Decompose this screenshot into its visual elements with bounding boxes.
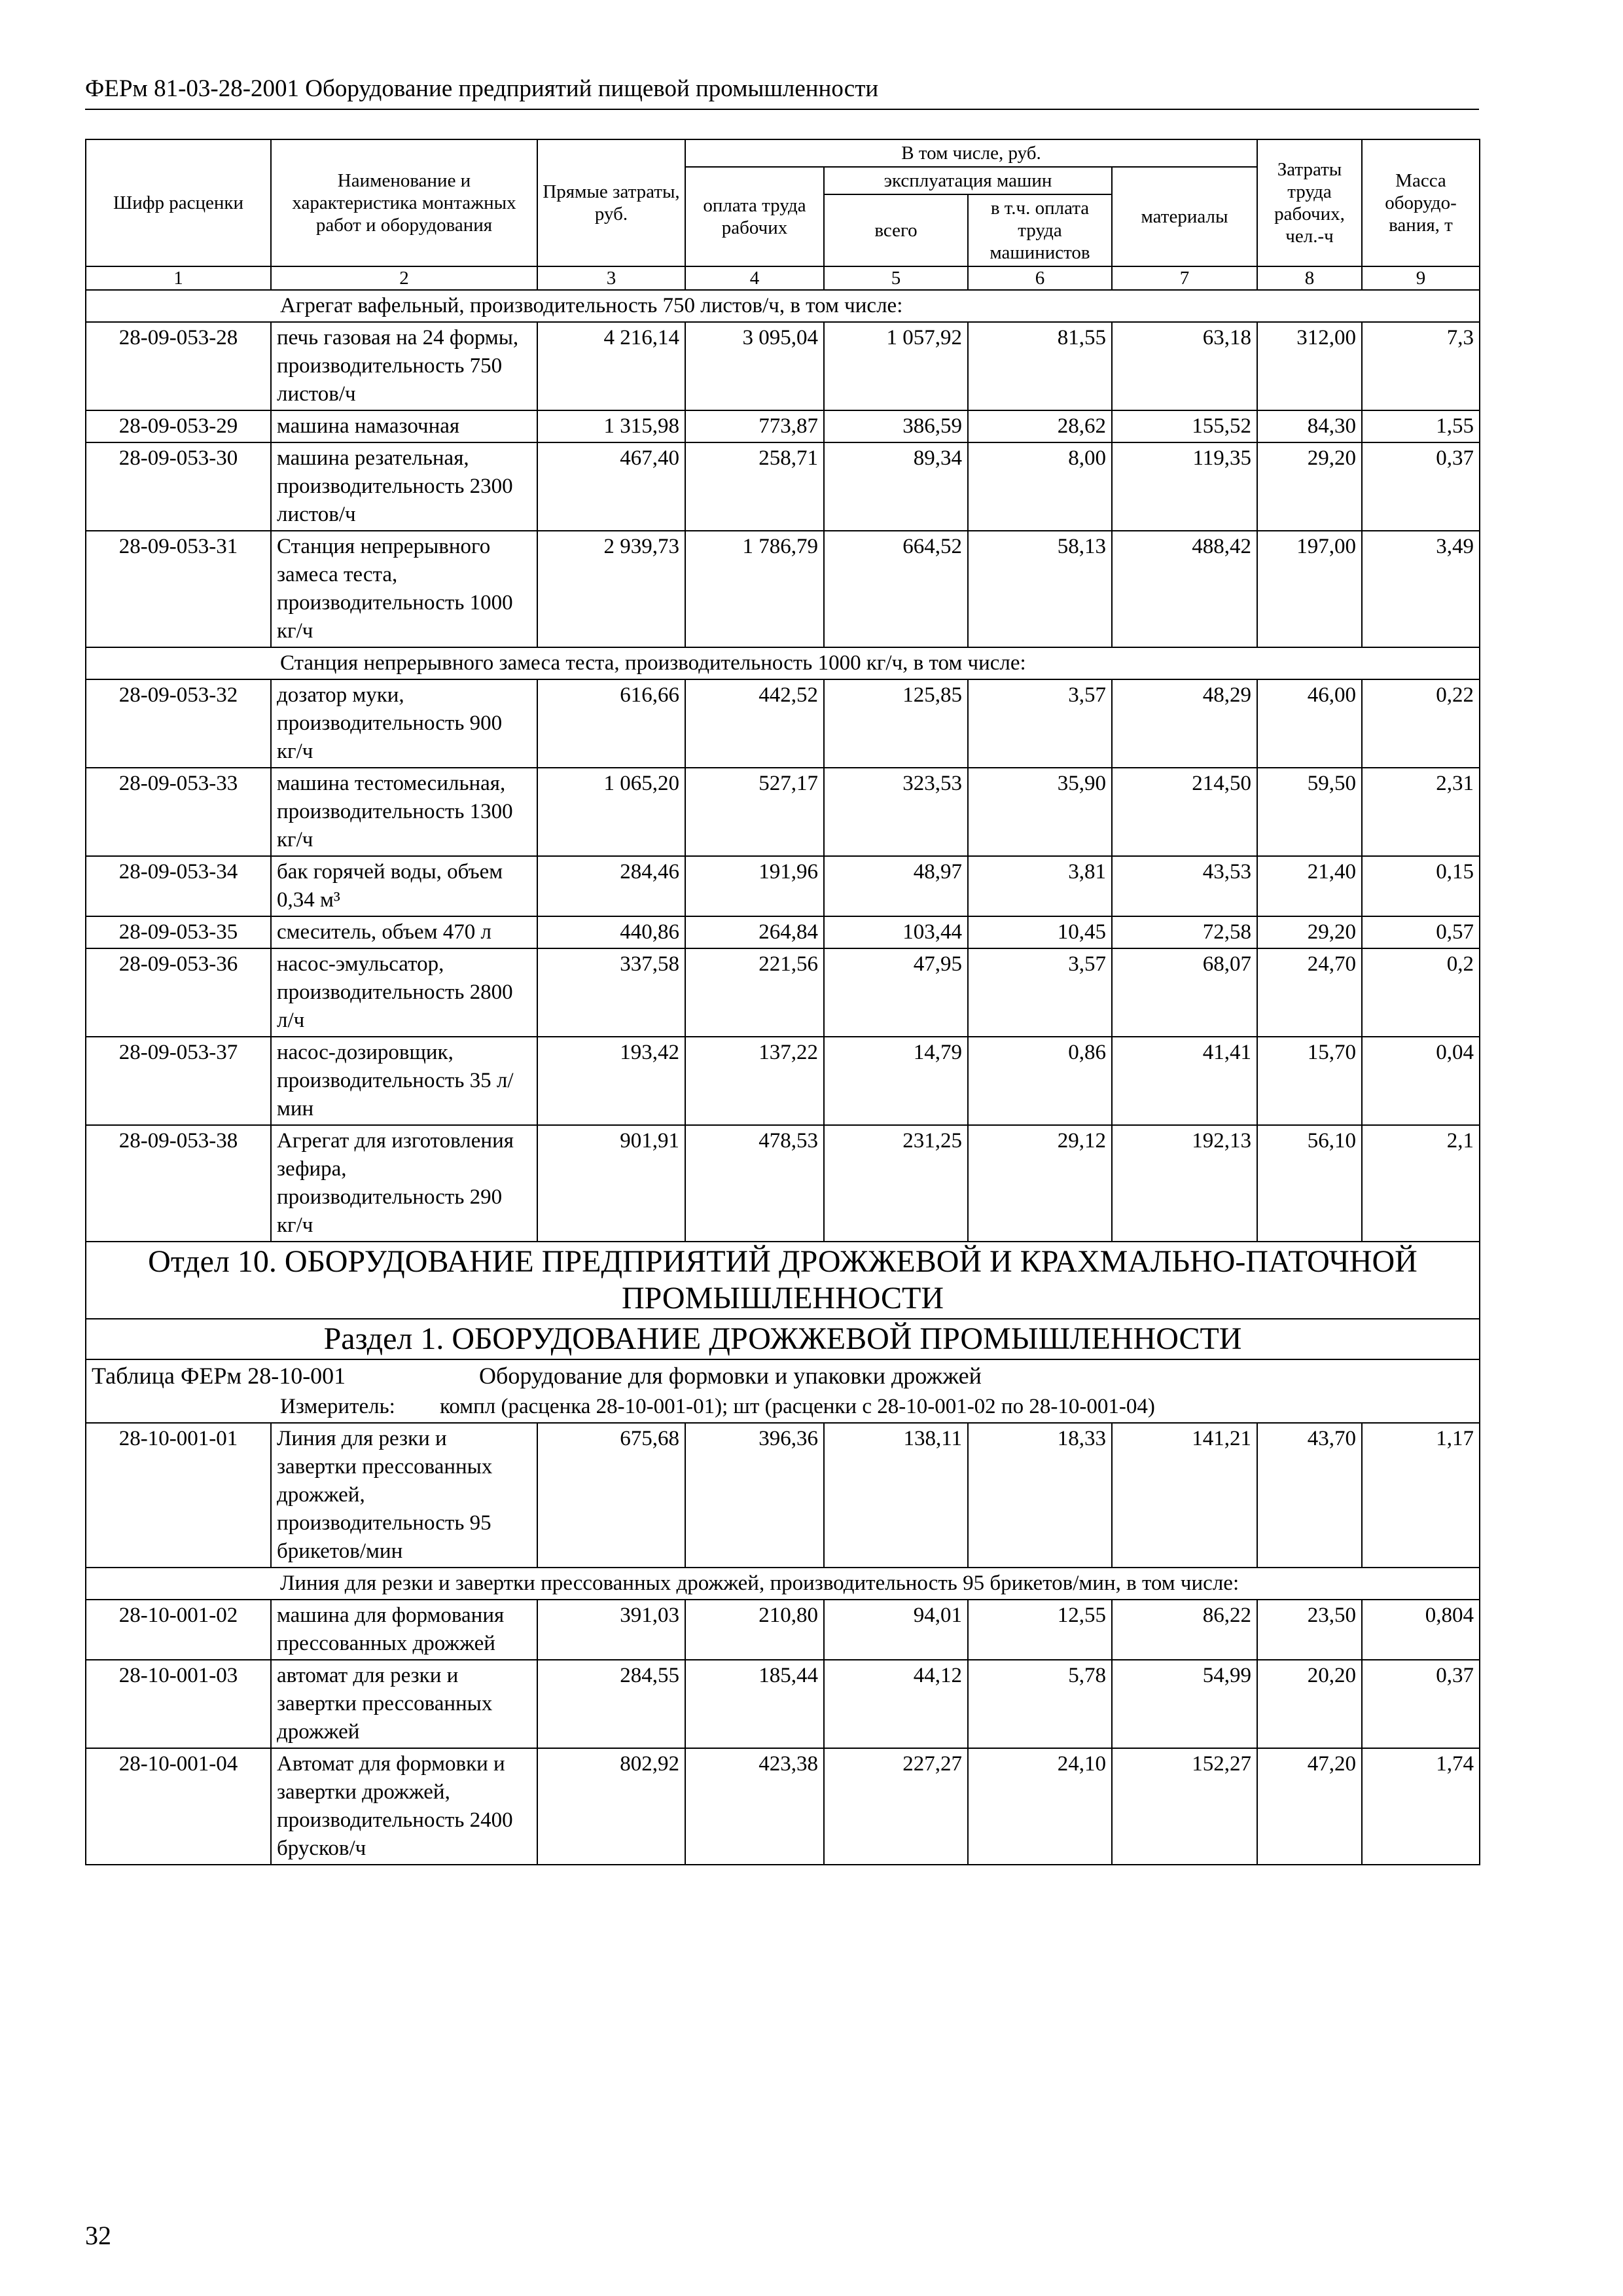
direct-cost-cell: 802,92 — [537, 1748, 685, 1865]
col-number: 8 — [1257, 266, 1362, 290]
machinist-wages-cell: 3,57 — [968, 679, 1112, 768]
work-name-cell: машина для формования прессованных дрожжей — [271, 1600, 537, 1660]
machinist-wages-cell: 29,12 — [968, 1125, 1112, 1242]
rate-code-cell: 28-09-053-34 — [86, 856, 271, 916]
machines-total-cell: 138,11 — [824, 1423, 968, 1568]
work-name-cell: насос-эмульсатор, производительность 2800 л/ч — [271, 948, 537, 1037]
machines-total-cell: 14,79 — [824, 1037, 968, 1125]
section-title: Раздел 1. ОБОРУДОВАНИЕ ДРОЖЖЕВОЙ ПРОМЫШЛЕННОСТИ — [86, 1319, 1480, 1359]
materials-cell: 488,42 — [1112, 531, 1257, 647]
machinist-wages-cell: 5,78 — [968, 1660, 1112, 1748]
machinist-wages-cell: 3,81 — [968, 856, 1112, 916]
header-mass: Масса оборудо-вания, т — [1362, 139, 1480, 266]
machines-total-cell: 664,52 — [824, 531, 968, 647]
materials-cell: 141,21 — [1112, 1423, 1257, 1568]
materials-cell: 72,58 — [1112, 916, 1257, 948]
materials-cell: 48,29 — [1112, 679, 1257, 768]
work-name-cell: машина намазочная — [271, 410, 537, 442]
direct-cost-cell: 337,58 — [537, 948, 685, 1037]
column-numbers-row — [86, 266, 1480, 290]
labor-cost-cell: 312,00 — [1257, 322, 1362, 410]
labor-cost-cell: 47,20 — [1257, 1748, 1362, 1865]
worker-wages-cell: 3 095,04 — [685, 322, 824, 410]
measure-value: компл (расценка 28-10-001-01); шт (расценки с 28-10-001-02 по 28-10-001-04) — [440, 1395, 1155, 1418]
col-number: 1 — [86, 266, 271, 290]
worker-wages-cell: 773,87 — [685, 410, 824, 442]
machines-total-cell: 44,12 — [824, 1660, 968, 1748]
labor-cost-cell: 84,30 — [1257, 410, 1362, 442]
machines-total-cell: 125,85 — [824, 679, 968, 768]
table-row — [86, 322, 1480, 410]
labor-cost-cell: 197,00 — [1257, 531, 1362, 647]
labor-cost-cell: 23,50 — [1257, 1600, 1362, 1660]
direct-cost-cell: 675,68 — [537, 1423, 685, 1568]
equipment-mass-cell: 0,57 — [1362, 916, 1480, 948]
header-machines-wages: в т.ч. оплата труда машинистов — [968, 194, 1112, 266]
col-number: 3 — [537, 266, 685, 290]
machinist-wages-cell: 10,45 — [968, 916, 1112, 948]
machines-total-cell: 48,97 — [824, 856, 968, 916]
work-name-cell: печь газовая на 24 формы, производительность 750 листов/ч — [271, 322, 537, 410]
header-machines-total: всего — [824, 194, 968, 266]
col-number: 2 — [271, 266, 537, 290]
work-name-cell: Станция непрерывного замеса теста, производительность 1000 кг/ч — [271, 531, 537, 647]
table-name: Оборудование для формовки и упаковки дрожжей — [479, 1363, 982, 1389]
rate-code-cell: 28-10-001-01 — [86, 1423, 271, 1568]
header-materials: материалы — [1112, 167, 1257, 266]
machines-total-cell: 47,95 — [824, 948, 968, 1037]
direct-cost-cell: 4 216,14 — [537, 322, 685, 410]
machinist-wages-cell: 58,13 — [968, 531, 1112, 647]
work-name-cell: насос-дозировщик, производительность 35 л/мин — [271, 1037, 537, 1125]
rate-code-cell: 28-09-053-32 — [86, 679, 271, 768]
table-title — [86, 1359, 1480, 1391]
rate-code-cell: 28-09-053-28 — [86, 322, 271, 410]
direct-cost-cell: 616,66 — [537, 679, 685, 768]
machines-total-cell: 94,01 — [824, 1600, 968, 1660]
work-name-cell: дозатор муки, производительность 900 кг/ч — [271, 679, 537, 768]
materials-cell: 86,22 — [1112, 1600, 1257, 1660]
equipment-mass-cell: 1,55 — [1362, 410, 1480, 442]
machines-total-cell: 1 057,92 — [824, 322, 968, 410]
col-number: 4 — [685, 266, 824, 290]
rate-code-cell: 28-10-001-03 — [86, 1660, 271, 1748]
equipment-mass-cell: 1,17 — [1362, 1423, 1480, 1568]
header-wages: оплата труда рабочих — [685, 167, 824, 266]
equipment-mass-cell: 0,15 — [1362, 856, 1480, 916]
direct-cost-cell: 1 315,98 — [537, 410, 685, 442]
measure-line — [86, 1391, 1480, 1423]
table-row — [86, 856, 1480, 916]
header-direct: Прямые затраты, руб. — [537, 139, 685, 266]
materials-cell: 155,52 — [1112, 410, 1257, 442]
machines-total-cell: 89,34 — [824, 442, 968, 531]
table-row — [86, 1037, 1480, 1125]
equipment-mass-cell: 1,74 — [1362, 1748, 1480, 1865]
equipment-mass-cell: 0,37 — [1362, 442, 1480, 531]
rate-code-cell: 28-10-001-02 — [86, 1600, 271, 1660]
direct-cost-cell: 1 065,20 — [537, 768, 685, 856]
header-machines: эксплуатация машин — [824, 167, 1112, 194]
work-name-cell: Линия для резки и завертки прессованных дрожжей, производительность 95 брикетов/мин — [271, 1423, 537, 1568]
worker-wages-cell: 191,96 — [685, 856, 824, 916]
materials-cell: 152,27 — [1112, 1748, 1257, 1865]
machines-total-cell: 386,59 — [824, 410, 968, 442]
worker-wages-cell: 137,22 — [685, 1037, 824, 1125]
department-title: Отдел 10. ОБОРУДОВАНИЕ ПРЕДПРИЯТИЙ ДРОЖЖЕВОЙ И КРАХМАЛЬНО-ПАТОЧНОЙ ПРОМЫШЛЕННОСТИ — [86, 1242, 1480, 1319]
machinist-wages-cell: 8,00 — [968, 442, 1112, 531]
work-name-cell: Агрегат для изготовления зефира, производительность 290 кг/ч — [271, 1125, 537, 1242]
rate-code-cell: 28-10-001-04 — [86, 1748, 271, 1865]
machinist-wages-cell: 81,55 — [968, 322, 1112, 410]
labor-cost-cell: 29,20 — [1257, 442, 1362, 531]
table-row — [86, 442, 1480, 531]
rates-table — [85, 139, 1480, 1865]
table-row — [86, 531, 1480, 647]
direct-cost-cell: 901,91 — [537, 1125, 685, 1242]
table-row — [86, 1125, 1480, 1242]
table-row — [86, 679, 1480, 768]
labor-cost-cell: 43,70 — [1257, 1423, 1362, 1568]
worker-wages-cell: 442,52 — [685, 679, 824, 768]
materials-cell: 63,18 — [1112, 322, 1257, 410]
machinist-wages-cell: 35,90 — [968, 768, 1112, 856]
col-number: 7 — [1112, 266, 1257, 290]
worker-wages-cell: 423,38 — [685, 1748, 824, 1865]
rate-code-cell: 28-09-053-31 — [86, 531, 271, 647]
materials-cell: 43,53 — [1112, 856, 1257, 916]
work-name-cell: машина резательная, производительность 2300 листов/ч — [271, 442, 537, 531]
col-number: 5 — [824, 266, 968, 290]
col-number: 9 — [1362, 266, 1480, 290]
table-row — [86, 916, 1480, 948]
rate-code-cell: 28-09-053-36 — [86, 948, 271, 1037]
machinist-wages-cell: 28,62 — [968, 410, 1112, 442]
direct-cost-cell: 284,46 — [537, 856, 685, 916]
page-header — [85, 73, 1479, 110]
materials-cell: 41,41 — [1112, 1037, 1257, 1125]
machines-total-cell: 227,27 — [824, 1748, 968, 1865]
worker-wages-cell: 478,53 — [685, 1125, 824, 1242]
machinist-wages-cell: 3,57 — [968, 948, 1112, 1037]
table-row — [86, 1600, 1480, 1660]
materials-cell: 54,99 — [1112, 1660, 1257, 1748]
machinist-wages-cell: 18,33 — [968, 1423, 1112, 1568]
machines-total-cell: 231,25 — [824, 1125, 968, 1242]
materials-cell: 192,13 — [1112, 1125, 1257, 1242]
table-row — [86, 1660, 1480, 1748]
equipment-mass-cell: 0,2 — [1362, 948, 1480, 1037]
labor-cost-cell: 29,20 — [1257, 916, 1362, 948]
worker-wages-cell: 1 786,79 — [685, 531, 824, 647]
header-name: Наименование и характеристика монтажных работ и оборудования — [271, 139, 537, 266]
labor-cost-cell: 15,70 — [1257, 1037, 1362, 1125]
table-row — [86, 1748, 1480, 1865]
table-row — [86, 948, 1480, 1037]
equipment-mass-cell: 0,804 — [1362, 1600, 1480, 1660]
rate-code-cell: 28-09-053-38 — [86, 1125, 271, 1242]
worker-wages-cell: 264,84 — [685, 916, 824, 948]
equipment-mass-cell: 3,49 — [1362, 531, 1480, 647]
worker-wages-cell: 527,17 — [685, 768, 824, 856]
machinist-wages-cell: 24,10 — [968, 1748, 1112, 1865]
equipment-mass-cell: 2,1 — [1362, 1125, 1480, 1242]
labor-cost-cell: 21,40 — [1257, 856, 1362, 916]
materials-cell: 68,07 — [1112, 948, 1257, 1037]
labor-cost-cell: 20,20 — [1257, 1660, 1362, 1748]
equipment-mass-cell: 0,37 — [1362, 1660, 1480, 1748]
work-name-cell: машина тестомесильная, производительность 1300 кг/ч — [271, 768, 537, 856]
machines-total-cell: 103,44 — [824, 916, 968, 948]
header-labor: Затраты труда рабочих, чел.-ч — [1257, 139, 1362, 266]
labor-cost-cell: 59,50 — [1257, 768, 1362, 856]
direct-cost-cell: 284,55 — [537, 1660, 685, 1748]
equipment-mass-cell: 2,31 — [1362, 768, 1480, 856]
worker-wages-cell: 258,71 — [685, 442, 824, 531]
measure-label: Измеритель: — [280, 1395, 395, 1418]
rate-code-cell: 28-09-053-35 — [86, 916, 271, 948]
direct-cost-cell: 2 939,73 — [537, 531, 685, 647]
work-name-cell: смеситель, объем 470 л — [271, 916, 537, 948]
materials-cell: 214,50 — [1112, 768, 1257, 856]
direct-cost-cell: 193,42 — [537, 1037, 685, 1125]
equipment-mass-cell: 0,22 — [1362, 679, 1480, 768]
machinist-wages-cell: 0,86 — [968, 1037, 1112, 1125]
header-including: В том числе, руб. — [685, 139, 1257, 167]
group-heading: Линия для резки и завертки прессованных дрожжей, производительность 95 брикетов/мин, в том числе: — [86, 1568, 1480, 1600]
table-row — [86, 768, 1480, 856]
table-code: Таблица ФЕРм 28-10-001 — [92, 1363, 346, 1389]
group-heading: Агрегат вафельный, производительность 750 листов/ч, в том числе: — [86, 290, 1480, 322]
worker-wages-cell: 185,44 — [685, 1660, 824, 1748]
rate-code-cell: 28-09-053-33 — [86, 768, 271, 856]
equipment-mass-cell: 7,3 — [1362, 322, 1480, 410]
direct-cost-cell: 391,03 — [537, 1600, 685, 1660]
rate-code-cell: 28-09-053-29 — [86, 410, 271, 442]
rate-code-cell: 28-09-053-30 — [86, 442, 271, 531]
direct-cost-cell: 467,40 — [537, 442, 685, 531]
group-heading: Станция непрерывного замеса теста, производительность 1000 кг/ч, в том числе: — [86, 647, 1480, 679]
work-name-cell: бак горячей воды, объем 0,34 м³ — [271, 856, 537, 916]
labor-cost-cell: 24,70 — [1257, 948, 1362, 1037]
work-name-cell: Автомат для формовки и завертки дрожжей, производительность 2400 брусков/ч — [271, 1748, 537, 1865]
table-row — [86, 410, 1480, 442]
materials-cell: 119,35 — [1112, 442, 1257, 531]
direct-cost-cell: 440,86 — [537, 916, 685, 948]
machinist-wages-cell: 12,55 — [968, 1600, 1112, 1660]
equipment-mass-cell: 0,04 — [1362, 1037, 1480, 1125]
worker-wages-cell: 221,56 — [685, 948, 824, 1037]
rate-code-cell: 28-09-053-37 — [86, 1037, 271, 1125]
work-name-cell: автомат для резки и завертки прессованных дрожжей — [271, 1660, 537, 1748]
page-number: 32 — [85, 2221, 111, 2250]
header-code: Шифр расценки — [86, 139, 271, 266]
table-row — [86, 1423, 1480, 1568]
worker-wages-cell: 396,36 — [685, 1423, 824, 1568]
page-header-title: ФЕРм 81-03-28-2001 Оборудование предприятий пищевой промышленности — [85, 75, 879, 102]
worker-wages-cell: 210,80 — [685, 1600, 824, 1660]
col-number: 6 — [968, 266, 1112, 290]
labor-cost-cell: 56,10 — [1257, 1125, 1362, 1242]
machines-total-cell: 323,53 — [824, 768, 968, 856]
labor-cost-cell: 46,00 — [1257, 679, 1362, 768]
